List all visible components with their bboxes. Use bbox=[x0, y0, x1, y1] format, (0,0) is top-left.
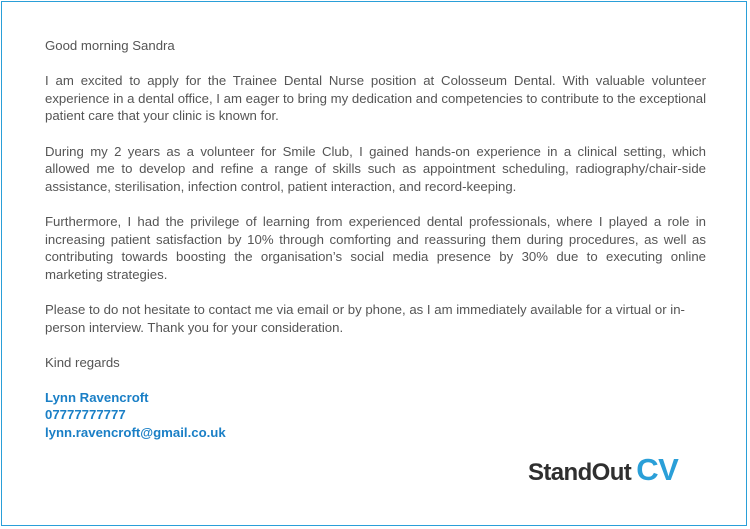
greeting: Good morning Sandra bbox=[45, 38, 175, 53]
closing: Kind regards bbox=[45, 354, 120, 370]
paragraph-experience: During my 2 years as a volunteer for Smile Club, I gained hands-on experience in a clinical setting, which allowed me to develop and refine a range of skills such as appointment scheduling, radiography/chair-side assistance, sterilisation, infection control, patient interaction, and record-keeping. bbox=[45, 143, 706, 194]
signature-email: lynn.ravencroft@gmail.co.uk bbox=[45, 425, 226, 441]
signature-name: Lynn Ravencroft bbox=[45, 389, 149, 405]
paragraph-achievements: Furthermore, I had the privilege of learning from experienced dental professionals, where I played a role in increasing patient satisfaction by 10% through comforting and reassuring them during procedures, as well as contributing towards boosting the organisation’s social media presence by 30% due to executing online marketing strategies. bbox=[45, 213, 706, 282]
paragraph-contact: Please to do not hesitate to contact me via email or by phone, as I am immediately available for a virtual or in-person interview. Thank you for your consideration. bbox=[45, 301, 685, 335]
signature-phone: 07777777777 bbox=[45, 407, 126, 423]
paragraph-intro: I am excited to apply for the Trainee Dental Nurse position at Colosseum Dental. With valuable volunteer experience in a dental office, I am eager to bring my dedication and competencies to contribute to the exceptional patient care that your clinic is known for. bbox=[45, 73, 707, 124]
standout-cv-logo bbox=[528, 452, 678, 488]
logo-wordmark: StandOut bbox=[528, 459, 632, 486]
logo-accent: CV bbox=[636, 452, 679, 487]
signature-block bbox=[45, 389, 706, 442]
cover-letter bbox=[45, 37, 706, 442]
